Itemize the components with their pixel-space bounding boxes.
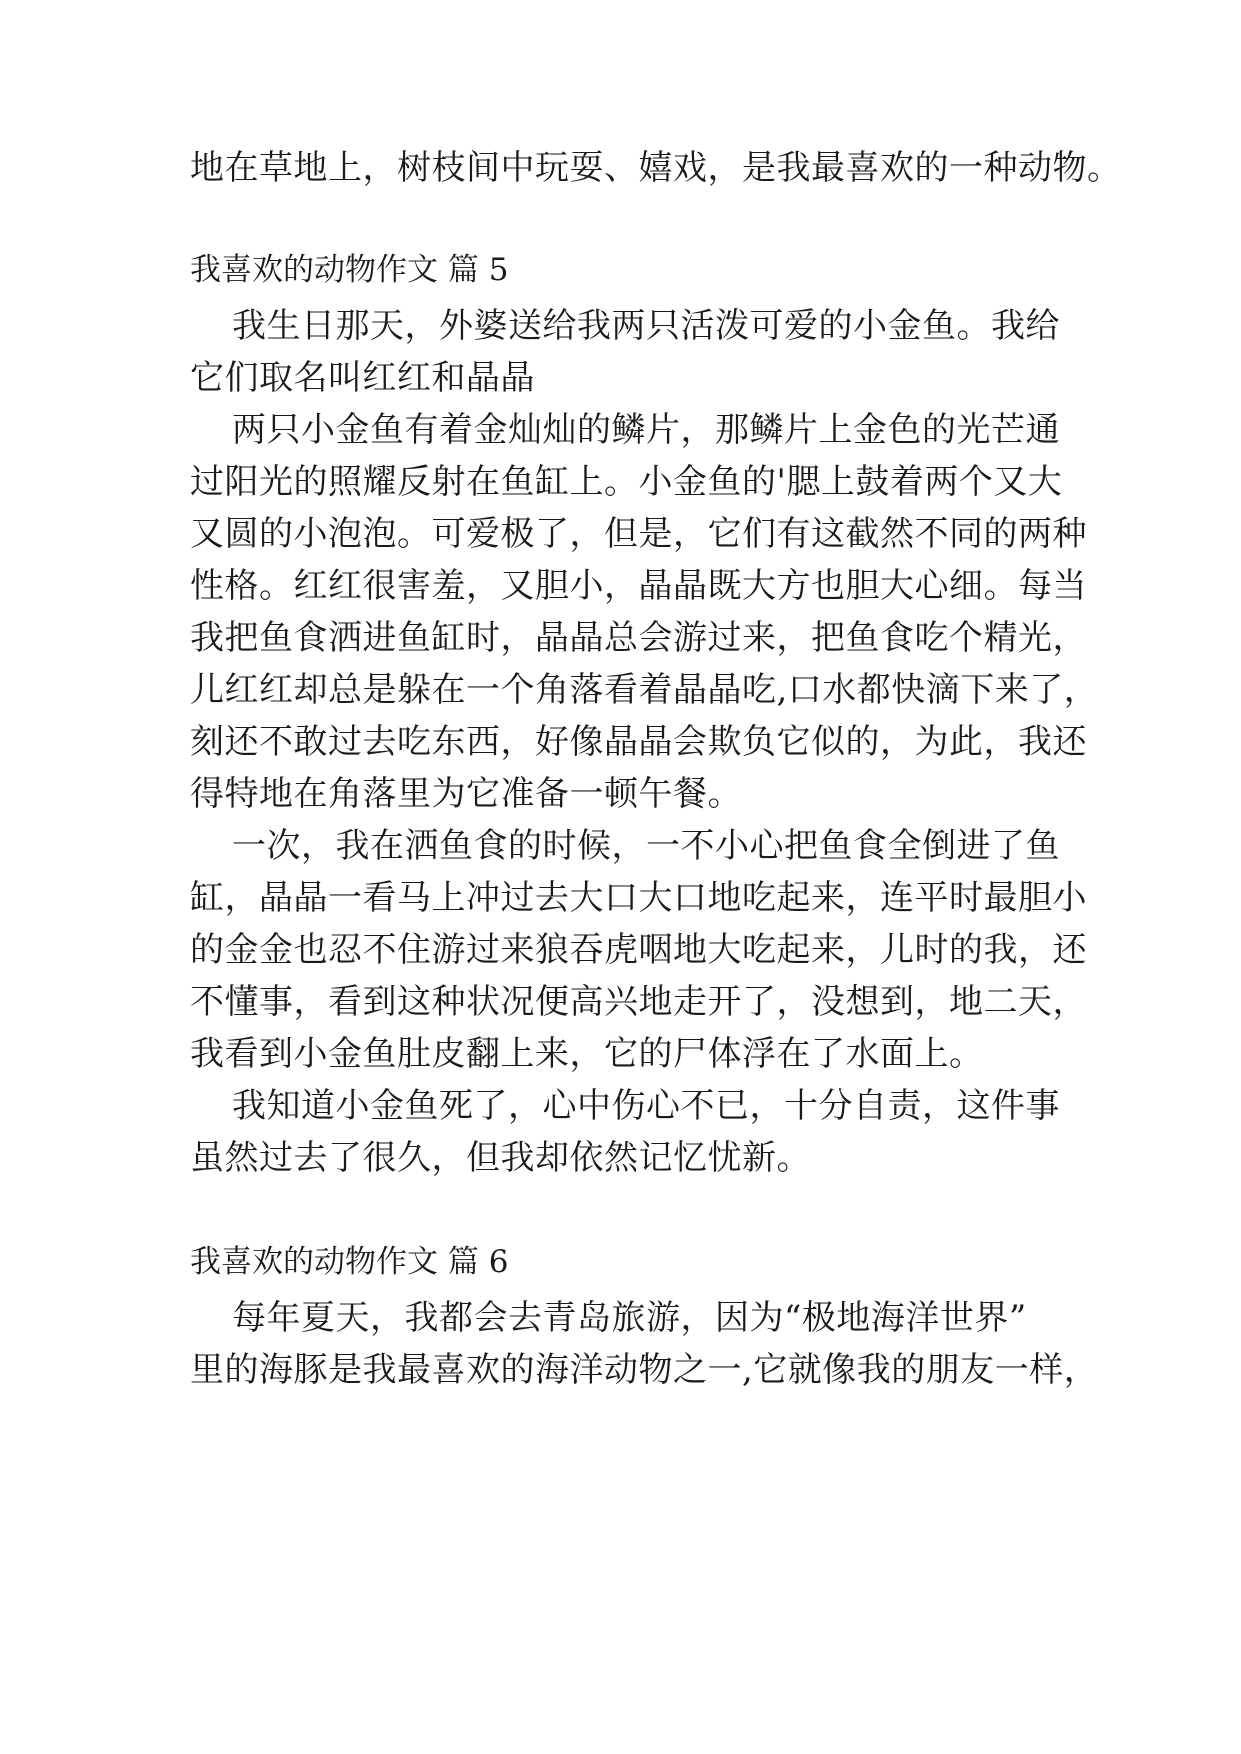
text-line: 里的海豚是我最喜欢的海洋动物之一,它就像我的朋友一样， xyxy=(190,1350,1099,1390)
text-line: 缸，晶晶一看马上冲过去大口大口地吃起来，连平时最胆小 xyxy=(190,878,1087,918)
text-line: 我看到小金鱼肚皮翻上来，它的尸体浮在了水面上。 xyxy=(190,1034,984,1074)
text-line: 地在草地上，树枝间中玩耍、嬉戏，是我最喜欢的一种动物。 xyxy=(190,148,1122,188)
text-line: 一次，我在洒鱼食的时候，一不小心把鱼食全倒进了鱼 xyxy=(232,826,1060,866)
text-line: 得特地在角落里为它准备一顿午餐。 xyxy=(190,774,742,814)
text-line: 刻还不敢过去吃东西，好像晶晶会欺负它似的，为此，我还 xyxy=(190,722,1087,762)
text-line: 过阳光的照耀反射在鱼缸上。小金鱼的'腮上鼓着两个又大 xyxy=(190,462,1063,502)
text-line: 它们取名叫红红和晶晶 xyxy=(190,358,535,398)
text-line: 我生日那天，外婆送给我两只活泼可爱的小金鱼。我给 xyxy=(232,306,1060,346)
text-line: 不懂事，看到这种状况便高兴地走开了，没想到，地二天， xyxy=(190,982,1087,1022)
text-line: 的金金也忍不住游过来狼吞虎咽地大吃起来，儿时的我，还 xyxy=(190,930,1087,970)
text-line: 每年夏天，我都会去青岛旅游，因为“极地海洋世界” xyxy=(232,1298,1027,1338)
section-heading-5: 我喜欢的动物作文 篇 5 xyxy=(190,252,509,288)
text-line: 我把鱼食洒进鱼缸时，晶晶总会游过来，把鱼食吃个精光， xyxy=(190,618,1087,658)
text-line: 两只小金鱼有着金灿灿的鳞片，那鳞片上金色的光芒通 xyxy=(232,410,1060,450)
text-line: 性格。红红很害羞，又胆小，晶晶既大方也胆大心细。每当 xyxy=(190,566,1087,606)
section-heading-6: 我喜欢的动物作文 篇 6 xyxy=(190,1244,509,1280)
text-line: 虽然过去了很久，但我却依然记忆忧新。 xyxy=(190,1138,811,1178)
text-line: 又圆的小泡泡。可爱极了，但是，它们有这截然不同的两种 xyxy=(190,514,1087,554)
text-line: 我知道小金鱼死了，心中伤心不已，十分自责，这件事 xyxy=(232,1086,1060,1126)
text-line: 儿红红却总是躲在一个角落看着晶晶吃,口水都快滴下来了， xyxy=(190,670,1099,710)
